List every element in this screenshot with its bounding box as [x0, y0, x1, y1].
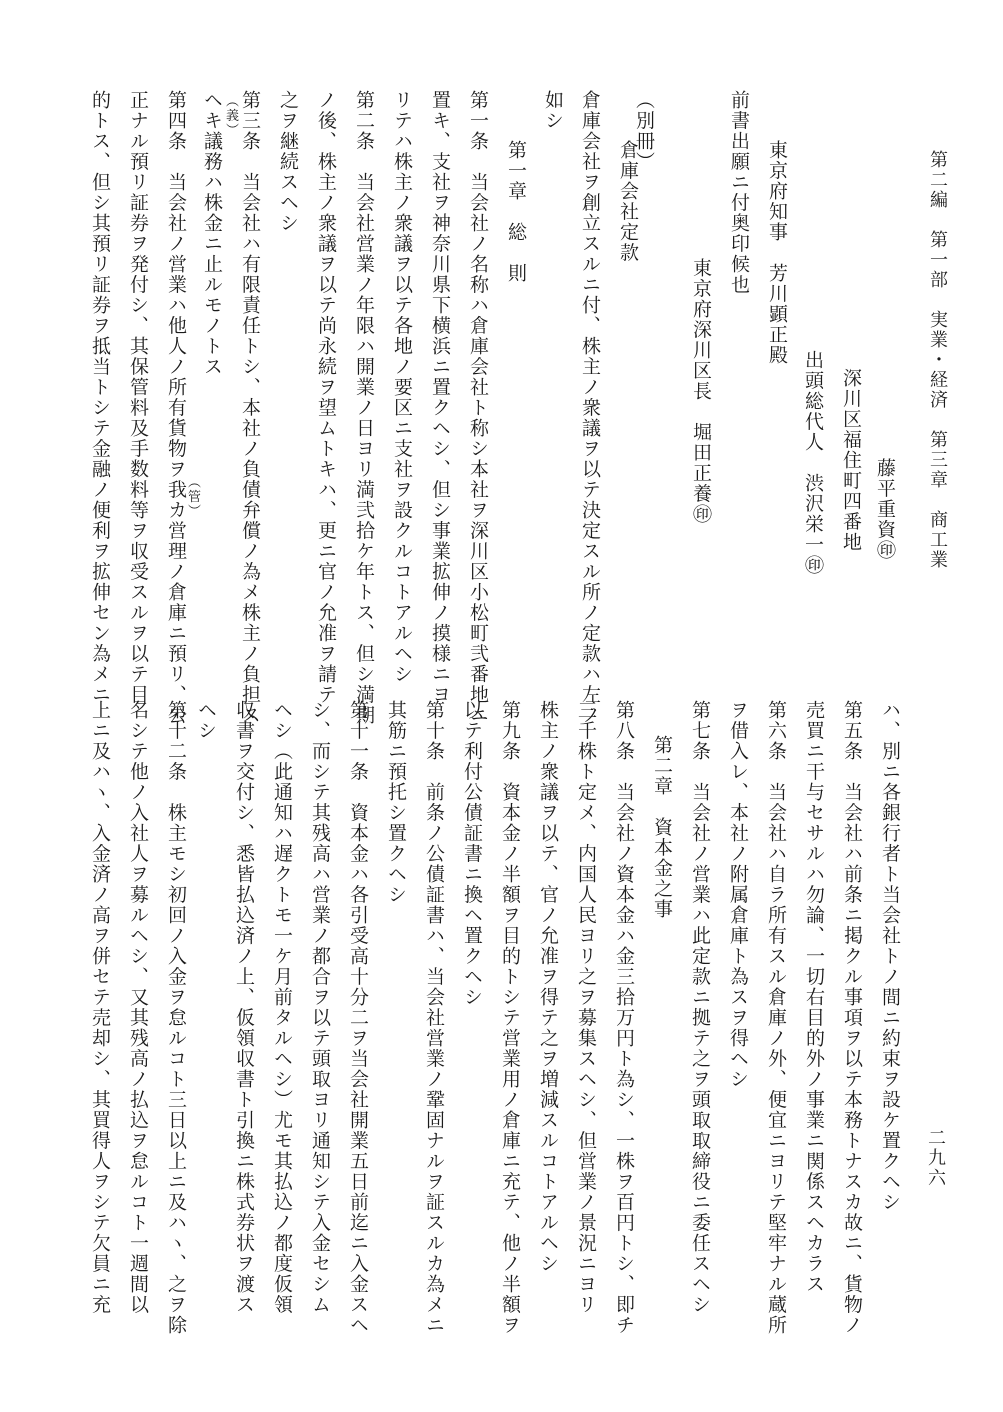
- article-7: 第七条 当会社ノ営業ハ此定款ニ拠テ之ヲ頭取取締役ニ委任スヘシ: [689, 700, 711, 1315]
- signer-address: 深川区福住町四番地: [840, 368, 862, 553]
- article-5-line-1: 第五条 当会社ハ前条ニ掲クル事項ヲ以テ本務トナスカ故ニ、貨物ノ: [841, 700, 863, 1336]
- article-4-line-3: 的トス、但シ其預リ証券ヲ抵当トシテ金融ノ便利ヲ拡伸セン為メニ: [89, 90, 111, 705]
- article-5-line-2: 売買ニ干与セサルハ勿論、一切右目的外ノ事業ニ関係スヘカラス: [803, 700, 825, 1295]
- article-8-line-3: 株主ノ衆議ヲ以テ、官ノ允准ヲ得テ之ヲ増減スルコトアルヘシ: [537, 700, 559, 1274]
- article-2-line-2: ノ後、株主ノ衆議ヲ以テ尚永続ヲ望ムトキハ、更ニ官ノ允准ヲ請テ: [315, 90, 337, 705]
- article-1-line-1: 第一条 当会社ノ名称ハ倉庫会社ト称シ本社ヲ深川区小松町弐番地ニ: [467, 90, 489, 726]
- article-2-line-1: 第二条 当会社営業ノ年限ハ開業ノ日ヨリ満弐拾ケ年トス、但シ満期: [353, 90, 375, 726]
- running-title: 第二編 第一部 実業・経済 第三章 商工業: [927, 150, 948, 570]
- signer-name: 藤平重資㊞: [874, 458, 896, 561]
- article-8-line-1: 第八条 当会社ノ資本金ハ金三拾万円ト為シ、一株ヲ百円トシ、即チ: [613, 700, 635, 1336]
- article-6-line-2: ヲ借入レ、本社ノ附属倉庫ト為スヲ得ヘシ: [727, 700, 749, 1090]
- annotation-gi: （義）: [223, 94, 238, 138]
- page-number: 二九六: [925, 1128, 946, 1188]
- article-11-line-1: 第十一条 資本金ハ各引受高十分二ヲ当会社開業五日前迄ニ入金スヘ: [347, 700, 369, 1336]
- article-1-line-2: 置キ、支社ヲ神奈川県下横浜ニ置クヘシ、但シ事業拡伸ノ摸様ニヨ: [429, 90, 451, 705]
- ward-head: 東京府深川区長 堀田正養㊞: [690, 258, 712, 525]
- article-4-line-2: 正ナル預リ証券ヲ発付シ、其保管料及手数料等ヲ収受スルヲ以テ目: [127, 90, 149, 705]
- article-1-line-3: リテハ株主ノ衆議ヲ以テ各地ノ要区ニ支社ヲ設クルコトアルヘシ: [391, 90, 413, 685]
- article-12-line-3: 上ニ及ハヽ、入金済ノ高ヲ併セテ売却シ、其買得人ヲシテ欠員ニ充: [89, 700, 111, 1315]
- endorsement: 前書出願ニ付奥印候也: [728, 90, 750, 295]
- annex-label: （別冊）: [633, 90, 655, 172]
- chapter-1-heading: 第一章 総 則: [505, 140, 527, 284]
- article-3-line-1: 第三条 当会社ハ有限責任トシ、本社ノ負債弁償ノ為メ株主ノ負担ス: [239, 90, 261, 726]
- preamble-line-1: 倉庫会社ヲ創立スルニ付、株主ノ衆議ヲ以テ決定スル所ノ定款ハ左ノ: [579, 90, 601, 726]
- article-9-line-2: 以テ利付公債証書ニ換ヘ置クヘシ: [461, 700, 483, 1008]
- article-11-line-4: 収書ヲ交付シ、悉皆払込済ノ上、仮領収書ト引換ニ株式券状ヲ渡ス: [233, 700, 255, 1315]
- article-12-line-1: 第十二条 株主モシ初回ノ入金ヲ怠ルコト三日以上ニ及ハヽ、之ヲ除: [165, 700, 187, 1336]
- article-11-line-3: ヘシ（此通知ハ遅クトモ一ケ月前タルヘシ）尤モ其払込ノ都度仮領: [271, 700, 293, 1315]
- article-4-continued: ハ、別ニ各銀行者ト当会社トノ間ニ約束ヲ設ケ置クヘシ: [879, 700, 901, 1213]
- article-11-line-5: ヘシ: [195, 700, 217, 741]
- article-11-line-2: シ、而シテ其残高ハ営業ノ都合ヲ以テ頭取ヨリ通知シテ入金セシム: [309, 700, 331, 1315]
- document-title: 倉庫会社定款: [617, 140, 639, 263]
- chapter-2-heading: 第二章 資本金之事: [651, 735, 673, 920]
- article-4-line-1: 第四条 当会社ノ営業ハ他人ノ所有貨物ヲ我カ営理ノ倉庫ニ預リ、公: [165, 90, 187, 726]
- annotation-kan: （管）: [185, 475, 200, 519]
- article-6-line-1: 第六条 当会社ハ自ラ所有スル倉庫ノ外、便宜ニヨリテ堅牢ナル蔵所: [765, 700, 787, 1336]
- article-12-line-2: 名シテ他ノ入社人ヲ募ルヘシ、又其残高ノ払込ヲ怠ルコト一週間以: [127, 700, 149, 1315]
- article-10-line-2: 其筋ニ預托シ置クヘシ: [385, 700, 407, 905]
- article-10-line-1: 第十条 前条ノ公債証書ハ、当会社営業ノ鞏固ナルヲ証スルカ為メニ: [423, 700, 445, 1336]
- article-3-line-2: ヘキ議務ハ株金ニ止ルモノトス: [201, 90, 223, 377]
- article-8-line-2: 三千株ト定メ、内国人民ヨリ之ヲ募集スヘシ、但営業ノ景況ニヨリ: [575, 700, 597, 1315]
- addressee: 東京府知事 芳川顕正殿: [766, 140, 788, 366]
- article-9-line-1: 第九条 資本金ノ半額ヲ目的トシテ営業用ノ倉庫ニ充テ、他ノ半額ヲ: [499, 700, 521, 1336]
- representative: 出頭総代人 渋沢栄一㊞: [802, 350, 824, 576]
- preamble-line-2: 如シ: [542, 90, 564, 131]
- article-2-line-3: 之ヲ継続スヘシ: [277, 90, 299, 234]
